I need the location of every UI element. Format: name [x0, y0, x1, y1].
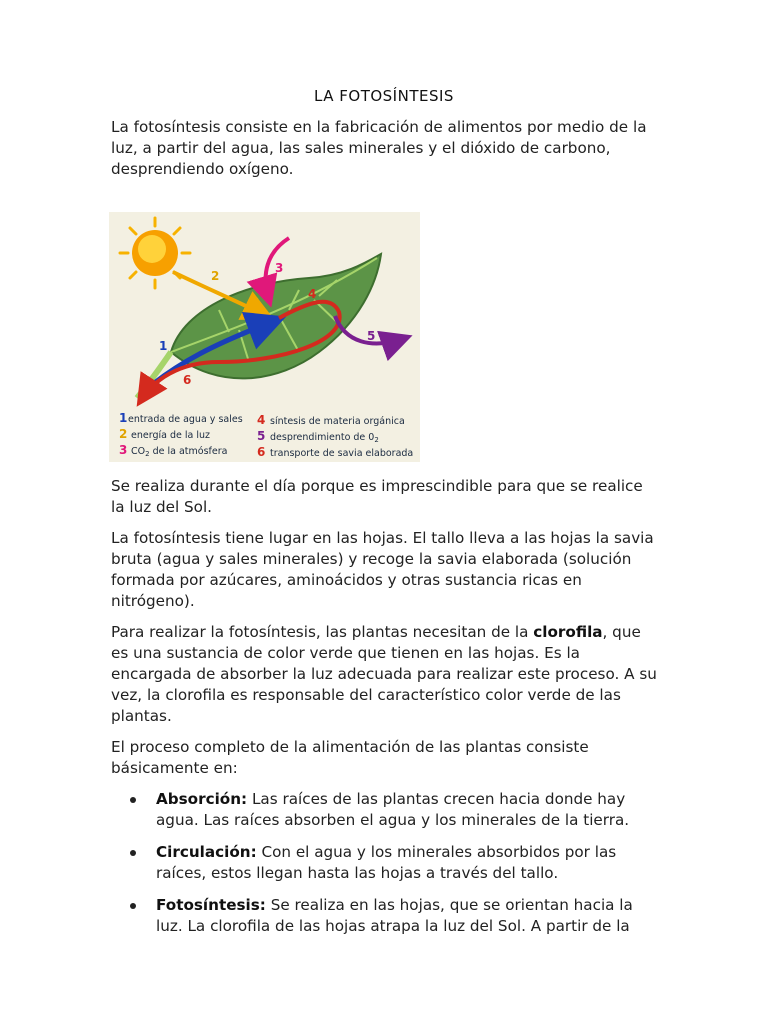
- arrow-number-1: 1: [159, 339, 168, 353]
- list-item-term: Fotosíntesis:: [156, 896, 266, 914]
- arrow-number-3: 3: [275, 261, 284, 275]
- list-item-desc: Se realiza en las hojas, que se orientan hacia la luz. La clorofila de las hojas atrapa la luz del Sol. A partir de la: [156, 896, 633, 935]
- legend-text-5-sub: 2: [374, 436, 379, 444]
- list-item-text: [156, 895, 656, 937]
- legend-num-2: 2: [119, 427, 128, 441]
- photosynthesis-diagram: [109, 212, 420, 462]
- legend-text-5: [270, 432, 379, 444]
- arrow-number-4: 4: [308, 287, 317, 301]
- legend-num-5: 5: [257, 429, 266, 443]
- paragraph-leaves: La fotosíntesis tiene lugar en las hojas. El tallo lleva a las hojas la savia bruta (agua y sales minerales) y recoge la savia elaborada (solución formada por azúcares, aminoácidos y otras sustancia ricas en nitrógeno).: [111, 529, 654, 610]
- intro-paragraph: La fotosíntesis consiste en la fabricación de alimentos por medio de la luz, a partir del agua, las sales minerales y el dióxido de carbono, desprendiendo oxígeno.: [111, 118, 647, 178]
- paragraph-chlorophyll-before: Para realizar la fotosíntesis, las plantas necesitan de la: [111, 623, 534, 641]
- list-item-term: Circulación:: [156, 843, 257, 861]
- bullet-icon: [130, 850, 136, 856]
- list-item-text: [156, 789, 656, 831]
- legend-text-4: síntesis de materia orgánica: [270, 416, 405, 427]
- legend-text-2: energía de la luz: [131, 430, 210, 441]
- paragraph-chlorophyll: [111, 622, 659, 727]
- list-item-desc: Con el agua y los minerales absorbidos por las raíces, estos llegan hasta las hojas a través del tallo.: [156, 843, 617, 882]
- diagram-svg: [109, 212, 420, 462]
- bullet-icon: [130, 797, 136, 803]
- paragraph-process: El proceso completo de la alimentación de las plantas consiste básicamente en:: [111, 738, 589, 777]
- legend-text-6: transporte de savia elaborada: [270, 448, 414, 459]
- legend-num-4: 4: [257, 413, 266, 427]
- legend-text-3-suffix: de la atmósfera: [149, 446, 228, 457]
- chlorophyll-term: clorofila: [533, 623, 603, 641]
- legend-text-1: entrada de agua y sales: [128, 414, 243, 425]
- legend-num-3: 3: [119, 443, 128, 457]
- bullet-icon: [130, 903, 136, 909]
- arrow-number-6: 6: [183, 373, 192, 387]
- list-item-term: Absorción:: [156, 790, 248, 808]
- arrow-number-5: 5: [367, 329, 376, 343]
- paragraph-chlorophyll-after: , que es una sustancia de color verde que tienen en las hojas. Es la encargada de absorber la luz adecuada para realizar este proceso. A su vez, la clorofila es responsable del característico color verde de las plantas.: [111, 623, 657, 725]
- legend-text-5-prefix: desprendimiento de 0: [270, 432, 375, 443]
- legend-text-3-prefix: CO: [131, 446, 146, 457]
- legend-text-3-sub: 2: [145, 450, 150, 458]
- page-title: LA FOTOSÍNTESIS: [314, 87, 454, 105]
- legend-num-6: 6: [257, 445, 266, 459]
- list-item-text: [156, 842, 656, 884]
- list-item-desc: Las raíces de las plantas crecen hacia donde hay agua. Las raíces absorben el agua y los minerales de la tierra.: [156, 790, 630, 829]
- paragraph-daylight: Se realiza durante el día porque es imprescindible para que se realice la luz del Sol.: [111, 477, 643, 516]
- arrow-number-2: 2: [211, 269, 220, 283]
- legend-num-1: 1: [119, 411, 128, 425]
